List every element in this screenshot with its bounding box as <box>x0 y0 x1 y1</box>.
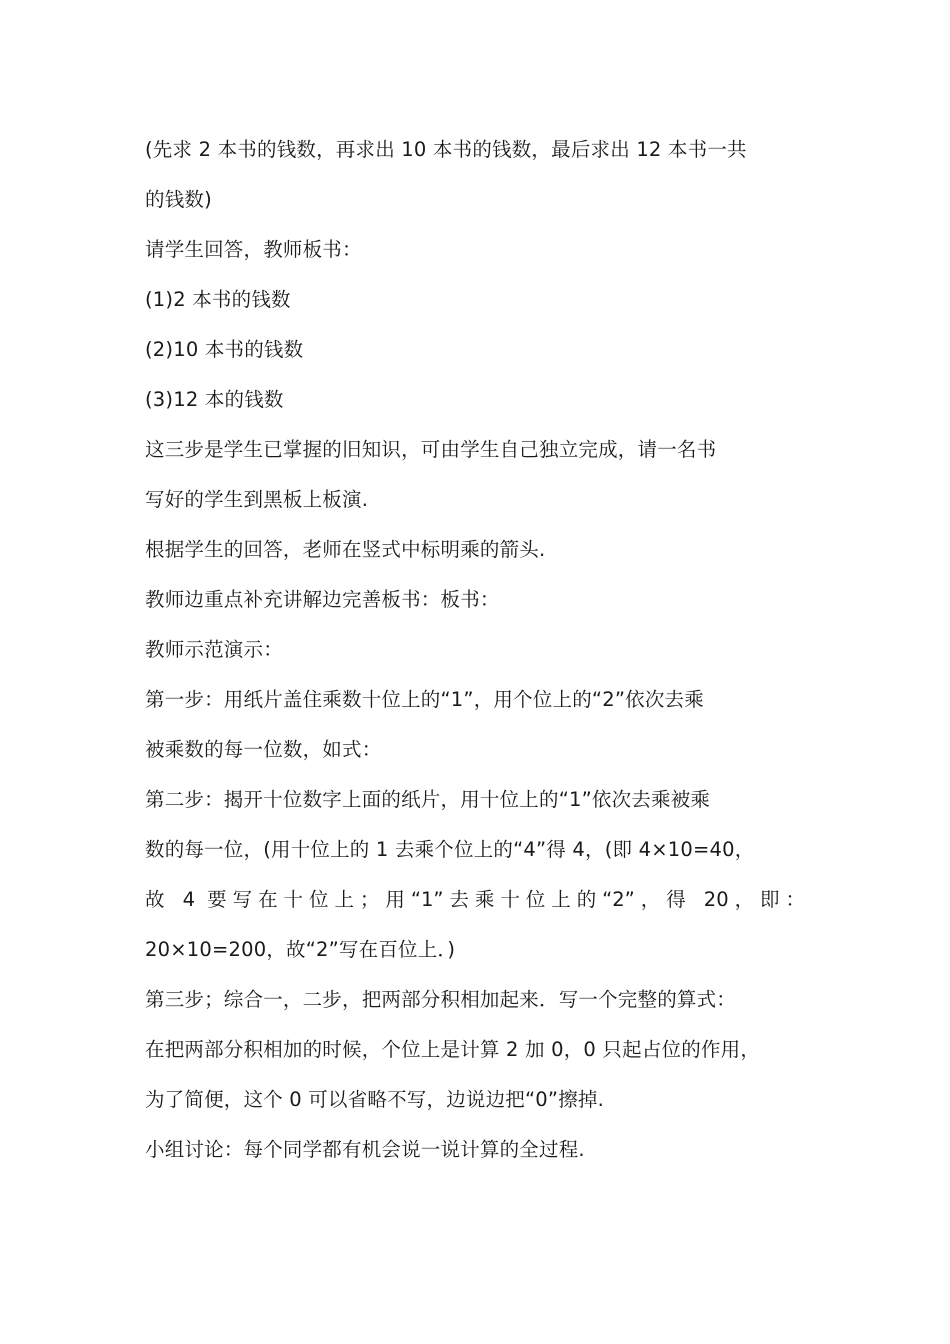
group-discussion-line: 小组讨论：每个同学都有机会说一说计算的全过程. <box>145 1138 585 1161</box>
paragraph-line-7: 这三步是学生已掌握的旧知识，可由学生自己独立完成，请一名书 <box>145 438 717 461</box>
step-three-line-2: 在把两部分积相加的时候，个位上是计算 2 加 0，0 只起占位的作用， <box>145 1038 761 1061</box>
paragraph-line-8: 写好的学生到黑板上板演. <box>145 488 369 511</box>
step-two-line-4: 20×10=200，故“2”写在百位上．) <box>145 938 456 961</box>
paragraph-line-9: 根据学生的回答，老师在竖式中标明乘的箭头. <box>145 538 546 561</box>
step-one-line-2: 被乘数的每一位数，如式： <box>145 738 382 761</box>
list-item-2: (2)10 本书的钱数 <box>145 338 304 361</box>
paragraph-line-3: 请学生回答，教师板书： <box>145 238 362 261</box>
paragraph-line-11: 教师示范演示： <box>145 638 283 661</box>
step-two-line-1: 第二步：揭开十位数字上面的纸片，用十位上的“1”依次去乘被乘 <box>145 788 711 811</box>
paragraph-line-2: 的钱数) <box>145 188 212 211</box>
paragraph-line-10: 教师边重点补充讲解边完善板书：板书： <box>145 588 500 611</box>
step-two-line-2: 数的每一位，(用十位上的 1 去乘个位上的“4”得 4，(即 4×10=40， <box>145 838 755 861</box>
paragraph-line-1: (先求 2 本书的钱数，再求出 10 本书的钱数，最后求出 12 本书一共 <box>145 138 747 161</box>
step-three-line-1: 第三步；综合一，二步，把两部分积相加起来．写一个完整的算式： <box>145 988 737 1011</box>
list-item-1: (1)2 本书的钱数 <box>145 288 291 311</box>
step-one-line-1: 第一步：用纸片盖住乘数十位上的“1”，用个位上的“2”依次去乘 <box>145 688 704 711</box>
list-item-3: (3)12 本的钱数 <box>145 388 284 411</box>
step-three-line-3: 为了简便，这个 0 可以省略不写，边说边把“0”擦掉. <box>145 1088 605 1111</box>
step-two-line-3: 故 4 要写在十位上；用“1”去乘十位上的“2”，得 20，即： <box>145 888 805 911</box>
